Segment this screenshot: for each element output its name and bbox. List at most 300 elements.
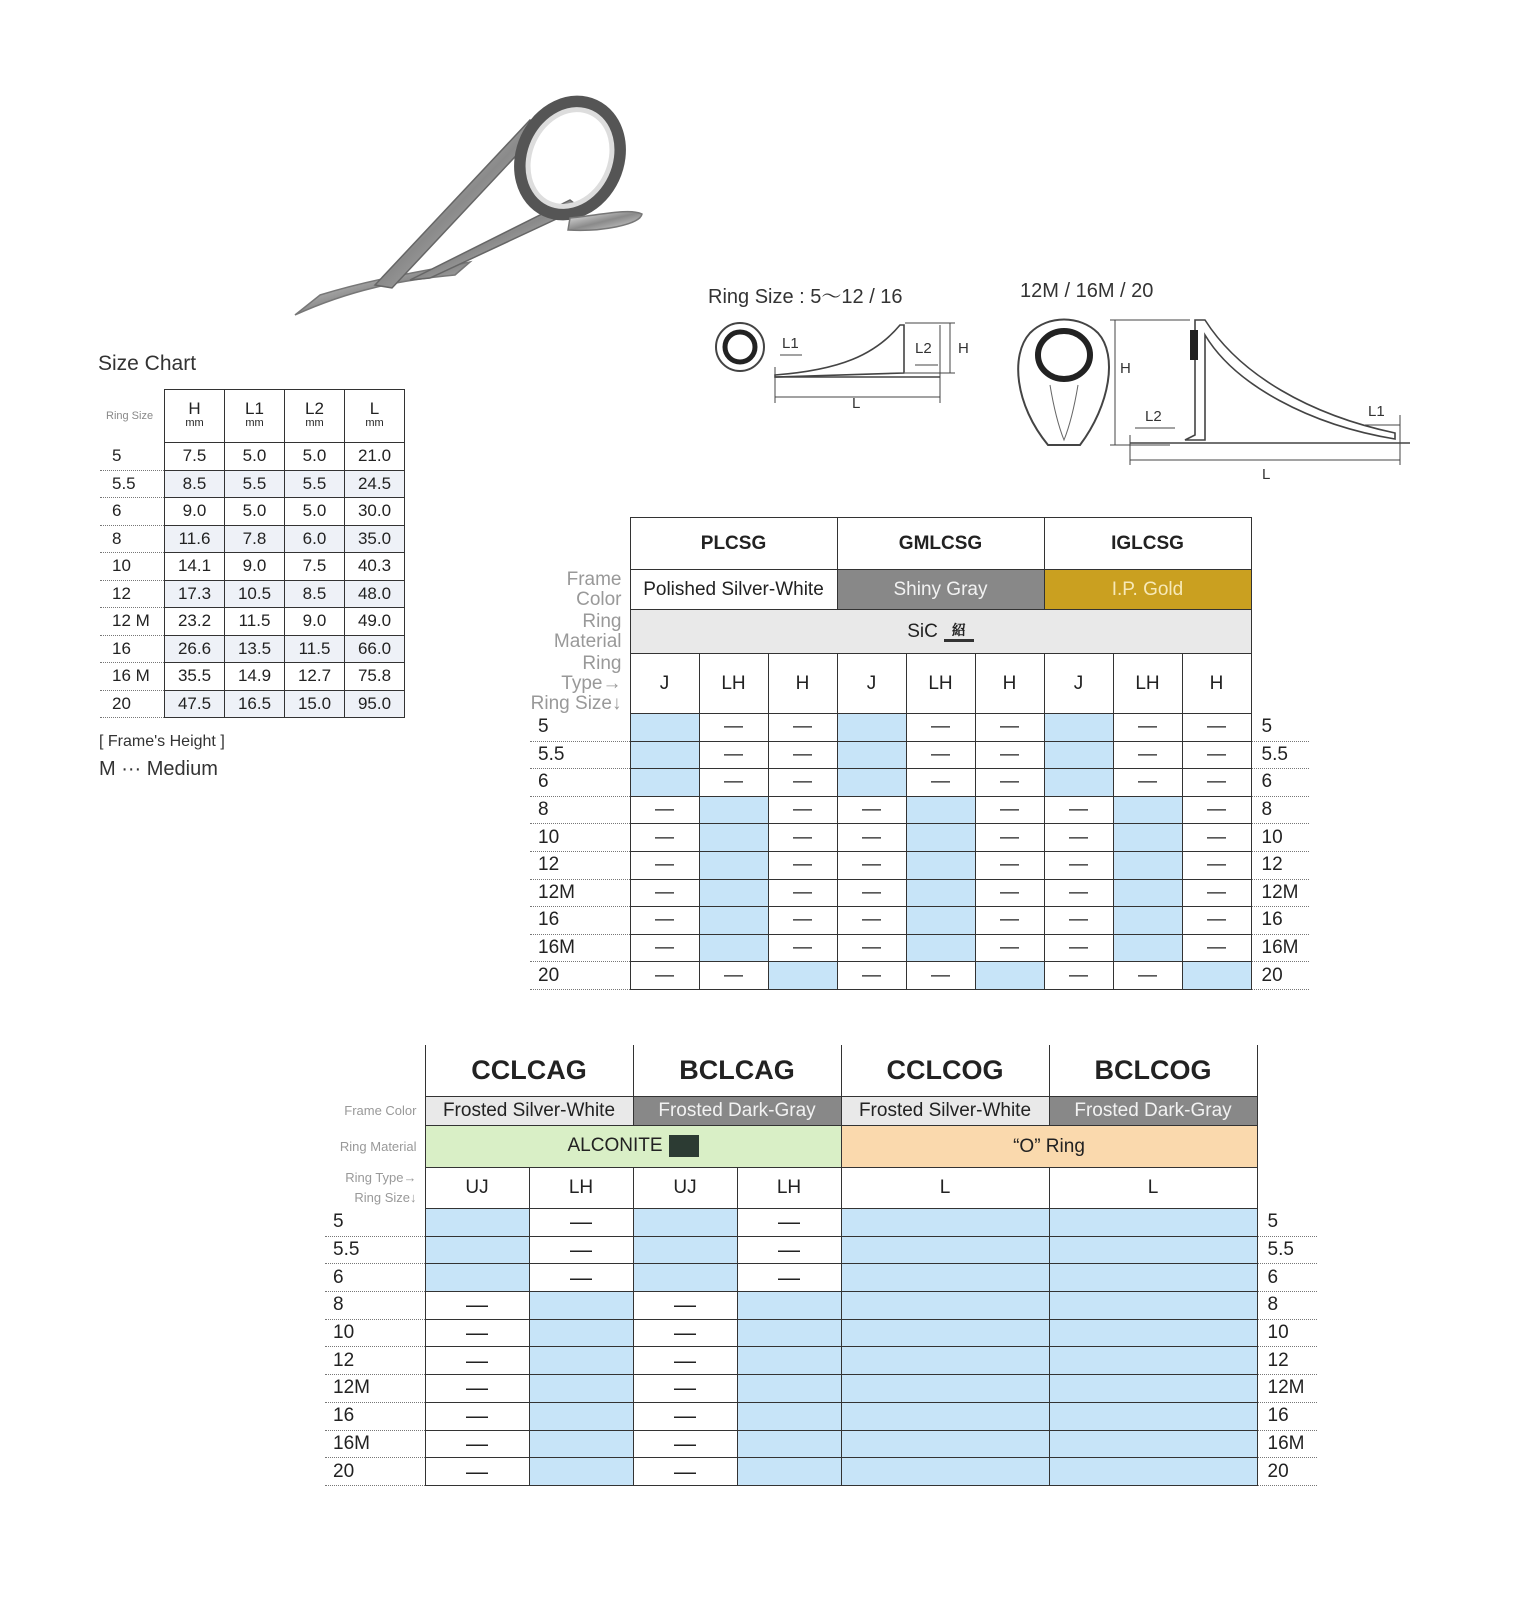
available-cell bbox=[837, 741, 906, 769]
available-cell bbox=[837, 769, 906, 797]
available-cell bbox=[1049, 1319, 1257, 1347]
unavailable-cell: — bbox=[837, 796, 906, 824]
ring-size-label-right: 8 bbox=[1257, 1292, 1317, 1320]
size-label: 5 bbox=[100, 443, 165, 471]
size-value-l: 75.8 bbox=[345, 663, 405, 691]
unavailable-cell: — bbox=[1182, 741, 1251, 769]
large-l2-label: L2 bbox=[1145, 408, 1162, 425]
size-row bbox=[325, 1209, 1317, 1237]
available-cell bbox=[633, 1264, 737, 1292]
ring-size-label-right: 20 bbox=[1257, 1458, 1317, 1486]
size-value-l1: 11.5 bbox=[225, 608, 285, 636]
available-cell bbox=[529, 1375, 633, 1403]
size-row bbox=[100, 525, 405, 553]
unavailable-cell: — bbox=[768, 907, 837, 935]
ring-size-label-right: 16 bbox=[1251, 907, 1309, 935]
ring-size-header: Ring Size bbox=[106, 409, 154, 422]
size-chart-table bbox=[100, 389, 405, 718]
size-row bbox=[325, 1264, 1317, 1292]
unavailable-cell: — bbox=[906, 962, 975, 990]
model-cclcag: CCLCAG bbox=[425, 1045, 633, 1097]
unavailable-cell: — bbox=[425, 1458, 529, 1486]
available-cell bbox=[768, 962, 837, 990]
unavailable-cell: — bbox=[630, 934, 699, 962]
size-row bbox=[100, 553, 405, 581]
size-row bbox=[325, 1236, 1317, 1264]
ring-size-label: 12 bbox=[325, 1347, 425, 1375]
unavailable-cell: — bbox=[975, 824, 1044, 852]
ring-size-label-right: 10 bbox=[1257, 1319, 1317, 1347]
available-cell bbox=[1044, 714, 1113, 742]
size-value-l2: 5.5 bbox=[285, 470, 345, 498]
available-cell bbox=[425, 1236, 529, 1264]
size-label: 12 M bbox=[100, 608, 165, 636]
size-value-l: 66.0 bbox=[345, 635, 405, 663]
available-cell bbox=[1182, 962, 1251, 990]
available-cell bbox=[841, 1209, 1049, 1237]
ring-size-label-right: 16 bbox=[1257, 1402, 1317, 1430]
frame-color-ip-gold: I.P. Gold bbox=[1044, 570, 1251, 610]
size-label: 8 bbox=[100, 525, 165, 553]
ring-type-header: J bbox=[630, 654, 699, 714]
available-cell bbox=[1049, 1347, 1257, 1375]
available-cell bbox=[1049, 1292, 1257, 1320]
unavailable-cell: — bbox=[425, 1347, 529, 1375]
available-cell bbox=[630, 769, 699, 797]
ring-type-header: UJ bbox=[633, 1168, 737, 1209]
unavailable-cell: — bbox=[975, 796, 1044, 824]
unavailable-cell: — bbox=[768, 851, 837, 879]
ring-material-label: Ring Material bbox=[553, 610, 622, 652]
ring-type-size-label: Ring Type→ Ring Size↓ bbox=[530, 652, 622, 714]
col-l2: L2 mm bbox=[285, 390, 345, 443]
ring-size-label: 6 bbox=[325, 1264, 425, 1292]
ring-size-label: 6 bbox=[530, 769, 630, 797]
size-label: 5.5 bbox=[100, 470, 165, 498]
unavailable-cell: — bbox=[906, 769, 975, 797]
unavailable-cell: — bbox=[1044, 907, 1113, 935]
size-value-l1: 5.5 bbox=[225, 470, 285, 498]
model-plcsg: PLCSG bbox=[630, 518, 837, 570]
unavailable-cell: — bbox=[737, 1264, 841, 1292]
ring-type-header: L bbox=[1049, 1168, 1257, 1209]
size-row bbox=[325, 1402, 1317, 1430]
ring-size-label-right: 16M bbox=[1251, 934, 1309, 962]
ring-type-header: L bbox=[841, 1168, 1049, 1209]
available-cell bbox=[841, 1402, 1049, 1430]
available-cell bbox=[699, 796, 768, 824]
size-label: 6 bbox=[100, 498, 165, 526]
unavailable-cell: — bbox=[1113, 714, 1182, 742]
size-row bbox=[325, 1375, 1317, 1403]
unavailable-cell: — bbox=[975, 879, 1044, 907]
ring-type-header: UJ bbox=[425, 1168, 529, 1209]
unavailable-cell: — bbox=[768, 796, 837, 824]
available-cell bbox=[1113, 934, 1182, 962]
unavailable-cell: — bbox=[630, 907, 699, 935]
unavailable-cell: — bbox=[1182, 796, 1251, 824]
ring-size-label-right: 5 bbox=[1251, 714, 1309, 742]
ring-size-label-right: 5 bbox=[1257, 1209, 1317, 1237]
available-cell bbox=[1113, 907, 1182, 935]
unavailable-cell: — bbox=[633, 1292, 737, 1320]
available-cell bbox=[699, 824, 768, 852]
ring-size-label: 8 bbox=[530, 796, 630, 824]
size-value-l2: 8.5 bbox=[285, 580, 345, 608]
unavailable-cell: — bbox=[975, 769, 1044, 797]
available-cell bbox=[841, 1375, 1049, 1403]
size-value-h: 14.1 bbox=[165, 553, 225, 581]
unavailable-cell: — bbox=[699, 962, 768, 990]
unavailable-cell: — bbox=[1182, 714, 1251, 742]
alconite-badge bbox=[669, 1135, 699, 1157]
unavailable-cell: — bbox=[1182, 824, 1251, 852]
available-cell bbox=[906, 796, 975, 824]
available-cell bbox=[1113, 879, 1182, 907]
ring-type-header: J bbox=[837, 654, 906, 714]
available-cell bbox=[737, 1319, 841, 1347]
available-cell bbox=[633, 1236, 737, 1264]
ring-size-label-right: 20 bbox=[1251, 962, 1309, 990]
unavailable-cell: — bbox=[633, 1375, 737, 1403]
frame-color-frosted-gray-2: Frosted Dark-Gray bbox=[1049, 1097, 1257, 1126]
ring-type-header: J bbox=[1044, 654, 1113, 714]
ring-size-label: 5.5 bbox=[530, 741, 630, 769]
available-cell bbox=[529, 1402, 633, 1430]
available-cell bbox=[737, 1375, 841, 1403]
ring-size-label: 12M bbox=[530, 879, 630, 907]
ring-size-label-right: 12 bbox=[1257, 1347, 1317, 1375]
size-label: 16 bbox=[100, 635, 165, 663]
size-row bbox=[100, 498, 405, 526]
unavailable-cell: — bbox=[768, 934, 837, 962]
size-value-h: 23.2 bbox=[165, 608, 225, 636]
available-cell bbox=[906, 824, 975, 852]
model-bclcog: BCLCOG bbox=[1049, 1045, 1257, 1097]
unavailable-cell: — bbox=[1113, 962, 1182, 990]
available-cell bbox=[737, 1347, 841, 1375]
available-cell bbox=[737, 1402, 841, 1430]
size-row bbox=[325, 1347, 1317, 1375]
available-cell bbox=[1044, 769, 1113, 797]
ring-size-label: 20 bbox=[530, 962, 630, 990]
size-row bbox=[530, 934, 1309, 962]
unavailable-cell: — bbox=[975, 851, 1044, 879]
ring-size-label-right: 8 bbox=[1251, 796, 1309, 824]
unavailable-cell: — bbox=[837, 851, 906, 879]
large-guide-diagram bbox=[1010, 315, 1430, 485]
available-cell bbox=[630, 714, 699, 742]
frame-color-shiny-gray: Shiny Gray bbox=[837, 570, 1044, 610]
available-cell bbox=[841, 1430, 1049, 1458]
available-cell bbox=[529, 1319, 633, 1347]
size-row bbox=[325, 1430, 1317, 1458]
ring-type-size-label-2: Ring Type→ Ring Size↓ bbox=[345, 1170, 417, 1205]
ring-size-label: 5.5 bbox=[325, 1236, 425, 1264]
size-value-l1: 16.5 bbox=[225, 690, 285, 718]
unavailable-cell: — bbox=[529, 1264, 633, 1292]
col-l: L mm bbox=[345, 390, 405, 443]
unavailable-cell: — bbox=[425, 1319, 529, 1347]
size-value-h: 7.5 bbox=[165, 443, 225, 471]
size-value-l: 30.0 bbox=[345, 498, 405, 526]
size-row bbox=[530, 851, 1309, 879]
size-value-l1: 9.0 bbox=[225, 553, 285, 581]
unavailable-cell: — bbox=[425, 1375, 529, 1403]
small-l1-label: L1 bbox=[782, 335, 799, 352]
available-cell bbox=[1049, 1264, 1257, 1292]
unavailable-cell: — bbox=[1182, 934, 1251, 962]
size-row bbox=[325, 1319, 1317, 1347]
available-cell bbox=[841, 1347, 1049, 1375]
size-value-l: 95.0 bbox=[345, 690, 405, 718]
ring-size-label: 16 bbox=[325, 1402, 425, 1430]
frame-color-frosted-silver-2: Frosted Silver-White bbox=[841, 1097, 1049, 1126]
ring-size-label: 16 bbox=[530, 907, 630, 935]
available-cell bbox=[1113, 796, 1182, 824]
small-diagram-caption: Ring Size : 5～12 / 16 bbox=[708, 286, 903, 308]
available-cell bbox=[425, 1209, 529, 1237]
unavailable-cell: — bbox=[768, 879, 837, 907]
size-row bbox=[325, 1458, 1317, 1486]
size-value-l2: 12.7 bbox=[285, 663, 345, 691]
ring-type-header: LH bbox=[529, 1168, 633, 1209]
size-row bbox=[325, 1292, 1317, 1320]
ring-size-label: 10 bbox=[325, 1319, 425, 1347]
size-label: 20 bbox=[100, 690, 165, 718]
frame-color-frosted-silver-1: Frosted Silver-White bbox=[425, 1097, 633, 1126]
size-value-h: 11.6 bbox=[165, 525, 225, 553]
large-l1-label: L1 bbox=[1368, 403, 1385, 420]
available-cell bbox=[841, 1236, 1049, 1264]
size-value-l2: 5.0 bbox=[285, 443, 345, 471]
size-row bbox=[100, 663, 405, 691]
sic-badge: 紹 bbox=[944, 621, 974, 642]
size-row bbox=[530, 962, 1309, 990]
unavailable-cell: — bbox=[633, 1347, 737, 1375]
unavailable-cell: — bbox=[699, 714, 768, 742]
small-h-label: H bbox=[958, 340, 969, 357]
size-value-l: 49.0 bbox=[345, 608, 405, 636]
available-cell bbox=[1049, 1236, 1257, 1264]
unavailable-cell: — bbox=[1182, 769, 1251, 797]
available-cell bbox=[699, 851, 768, 879]
size-value-h: 26.6 bbox=[165, 635, 225, 663]
size-value-l1: 14.9 bbox=[225, 663, 285, 691]
size-value-l1: 5.0 bbox=[225, 443, 285, 471]
ring-size-label: 12 bbox=[530, 851, 630, 879]
unavailable-cell: — bbox=[1044, 824, 1113, 852]
available-cell bbox=[529, 1347, 633, 1375]
unavailable-cell: — bbox=[699, 769, 768, 797]
unavailable-cell: — bbox=[975, 907, 1044, 935]
alconite-oring-compat-table bbox=[325, 1045, 1317, 1486]
ring-size-label: 16M bbox=[530, 934, 630, 962]
size-value-l2: 5.0 bbox=[285, 498, 345, 526]
model-gmlcsg: GMLCSG bbox=[837, 518, 1044, 570]
size-value-l2: 15.0 bbox=[285, 690, 345, 718]
size-row bbox=[530, 824, 1309, 852]
available-cell bbox=[630, 741, 699, 769]
model-iglcsg: IGLCSG bbox=[1044, 518, 1251, 570]
size-value-l: 21.0 bbox=[345, 443, 405, 471]
available-cell bbox=[906, 851, 975, 879]
ring-size-label: 8 bbox=[325, 1292, 425, 1320]
frame-color-label-2: Frame Color bbox=[344, 1103, 417, 1118]
size-row bbox=[530, 879, 1309, 907]
size-value-l2: 9.0 bbox=[285, 608, 345, 636]
ring-material-alconite: ALCONITE bbox=[425, 1126, 841, 1168]
size-value-l1: 5.0 bbox=[225, 498, 285, 526]
available-cell bbox=[906, 879, 975, 907]
available-cell bbox=[1049, 1375, 1257, 1403]
ring-material-label-2: Ring Material bbox=[339, 1138, 417, 1154]
ring-size-label-right: 6 bbox=[1257, 1264, 1317, 1292]
size-row bbox=[100, 608, 405, 636]
ring-size-label-right: 16M bbox=[1257, 1430, 1317, 1458]
unavailable-cell: — bbox=[1044, 796, 1113, 824]
unavailable-cell: — bbox=[425, 1430, 529, 1458]
unavailable-cell: — bbox=[633, 1430, 737, 1458]
unavailable-cell: — bbox=[1182, 851, 1251, 879]
frame-color-frosted-gray-1: Frosted Dark-Gray bbox=[633, 1097, 841, 1126]
ring-size-label-right: 12M bbox=[1257, 1375, 1317, 1403]
ring-size-label: 20 bbox=[325, 1458, 425, 1486]
size-label: 16 M bbox=[100, 663, 165, 691]
unavailable-cell: — bbox=[737, 1209, 841, 1237]
size-value-h: 8.5 bbox=[165, 470, 225, 498]
size-row bbox=[100, 580, 405, 608]
unavailable-cell: — bbox=[906, 741, 975, 769]
unavailable-cell: — bbox=[1182, 907, 1251, 935]
frames-height-label: [ Frame's Height ] bbox=[99, 733, 225, 750]
available-cell bbox=[1049, 1402, 1257, 1430]
ring-size-label-right: 6 bbox=[1251, 769, 1309, 797]
large-l-label: L bbox=[1262, 466, 1271, 483]
ring-size-label: 16M bbox=[325, 1430, 425, 1458]
available-cell bbox=[737, 1430, 841, 1458]
size-row bbox=[530, 769, 1309, 797]
unavailable-cell: — bbox=[1113, 741, 1182, 769]
unavailable-cell: — bbox=[1044, 851, 1113, 879]
available-cell bbox=[737, 1292, 841, 1320]
available-cell bbox=[1049, 1209, 1257, 1237]
unavailable-cell: — bbox=[737, 1236, 841, 1264]
available-cell bbox=[906, 907, 975, 935]
unavailable-cell: — bbox=[699, 741, 768, 769]
frame-color-label: Frame Color bbox=[566, 568, 622, 610]
large-diagram-caption: 12M / 16M / 20 bbox=[1020, 280, 1154, 302]
available-cell bbox=[1049, 1458, 1257, 1486]
ring-size-label: 5 bbox=[325, 1209, 425, 1237]
unavailable-cell: — bbox=[768, 741, 837, 769]
unavailable-cell: — bbox=[425, 1292, 529, 1320]
ring-type-header: H bbox=[1182, 654, 1251, 714]
unavailable-cell: — bbox=[1113, 769, 1182, 797]
unavailable-cell: — bbox=[837, 879, 906, 907]
unavailable-cell: — bbox=[633, 1458, 737, 1486]
size-row bbox=[530, 796, 1309, 824]
model-cclcog: CCLCOG bbox=[841, 1045, 1049, 1097]
unavailable-cell: — bbox=[768, 769, 837, 797]
unavailable-cell: — bbox=[630, 851, 699, 879]
sic-compat-table bbox=[530, 517, 1309, 990]
unavailable-cell: — bbox=[768, 714, 837, 742]
available-cell bbox=[425, 1264, 529, 1292]
available-cell bbox=[975, 962, 1044, 990]
unavailable-cell: — bbox=[1044, 934, 1113, 962]
available-cell bbox=[633, 1209, 737, 1237]
size-value-l1: 10.5 bbox=[225, 580, 285, 608]
ring-type-header: LH bbox=[699, 654, 768, 714]
small-l2-label: L2 bbox=[915, 340, 932, 357]
ring-size-label-right: 12M bbox=[1251, 879, 1309, 907]
size-row bbox=[530, 741, 1309, 769]
available-cell bbox=[1113, 824, 1182, 852]
size-row bbox=[100, 690, 405, 718]
size-value-l1: 13.5 bbox=[225, 635, 285, 663]
medium-legend: M ··· Medium bbox=[99, 758, 218, 780]
size-row bbox=[100, 470, 405, 498]
ring-type-header: LH bbox=[737, 1168, 841, 1209]
unavailable-cell: — bbox=[529, 1209, 633, 1237]
ring-size-label: 5 bbox=[530, 714, 630, 742]
available-cell bbox=[841, 1264, 1049, 1292]
unavailable-cell: — bbox=[837, 962, 906, 990]
unavailable-cell: — bbox=[768, 824, 837, 852]
size-value-l2: 6.0 bbox=[285, 525, 345, 553]
unavailable-cell: — bbox=[425, 1402, 529, 1430]
ring-type-header: H bbox=[768, 654, 837, 714]
size-chart-title: Size Chart bbox=[98, 352, 197, 375]
ring-type-header: LH bbox=[906, 654, 975, 714]
size-value-l2: 11.5 bbox=[285, 635, 345, 663]
ring-type-header: LH bbox=[1113, 654, 1182, 714]
size-value-h: 17.3 bbox=[165, 580, 225, 608]
size-value-l1: 7.8 bbox=[225, 525, 285, 553]
ring-material-oring: “O” Ring bbox=[841, 1126, 1257, 1168]
unavailable-cell: — bbox=[1044, 962, 1113, 990]
rod-guide-photo bbox=[280, 90, 660, 330]
size-row bbox=[100, 443, 405, 471]
small-l-label: L bbox=[852, 395, 861, 412]
size-value-l: 40.3 bbox=[345, 553, 405, 581]
ring-size-label-right: 12 bbox=[1251, 851, 1309, 879]
unavailable-cell: — bbox=[975, 714, 1044, 742]
unavailable-cell: — bbox=[1182, 879, 1251, 907]
available-cell bbox=[699, 907, 768, 935]
unavailable-cell: — bbox=[837, 824, 906, 852]
available-cell bbox=[841, 1319, 1049, 1347]
ring-size-label: 10 bbox=[530, 824, 630, 852]
frame-color-polished: Polished Silver-White bbox=[630, 570, 837, 610]
ring-type-header: H bbox=[975, 654, 1044, 714]
ring-size-label-right: 5.5 bbox=[1251, 741, 1309, 769]
size-row bbox=[530, 714, 1309, 742]
available-cell bbox=[1044, 741, 1113, 769]
size-row bbox=[530, 907, 1309, 935]
size-label: 10 bbox=[100, 553, 165, 581]
col-l1: L1 mm bbox=[225, 390, 285, 443]
ring-material-sic: SiC 紹 bbox=[630, 610, 1251, 654]
size-value-l: 48.0 bbox=[345, 580, 405, 608]
available-cell bbox=[699, 879, 768, 907]
available-cell bbox=[841, 1292, 1049, 1320]
unavailable-cell: — bbox=[837, 907, 906, 935]
size-value-h: 35.5 bbox=[165, 663, 225, 691]
model-bclcag: BCLCAG bbox=[633, 1045, 841, 1097]
unavailable-cell: — bbox=[906, 714, 975, 742]
